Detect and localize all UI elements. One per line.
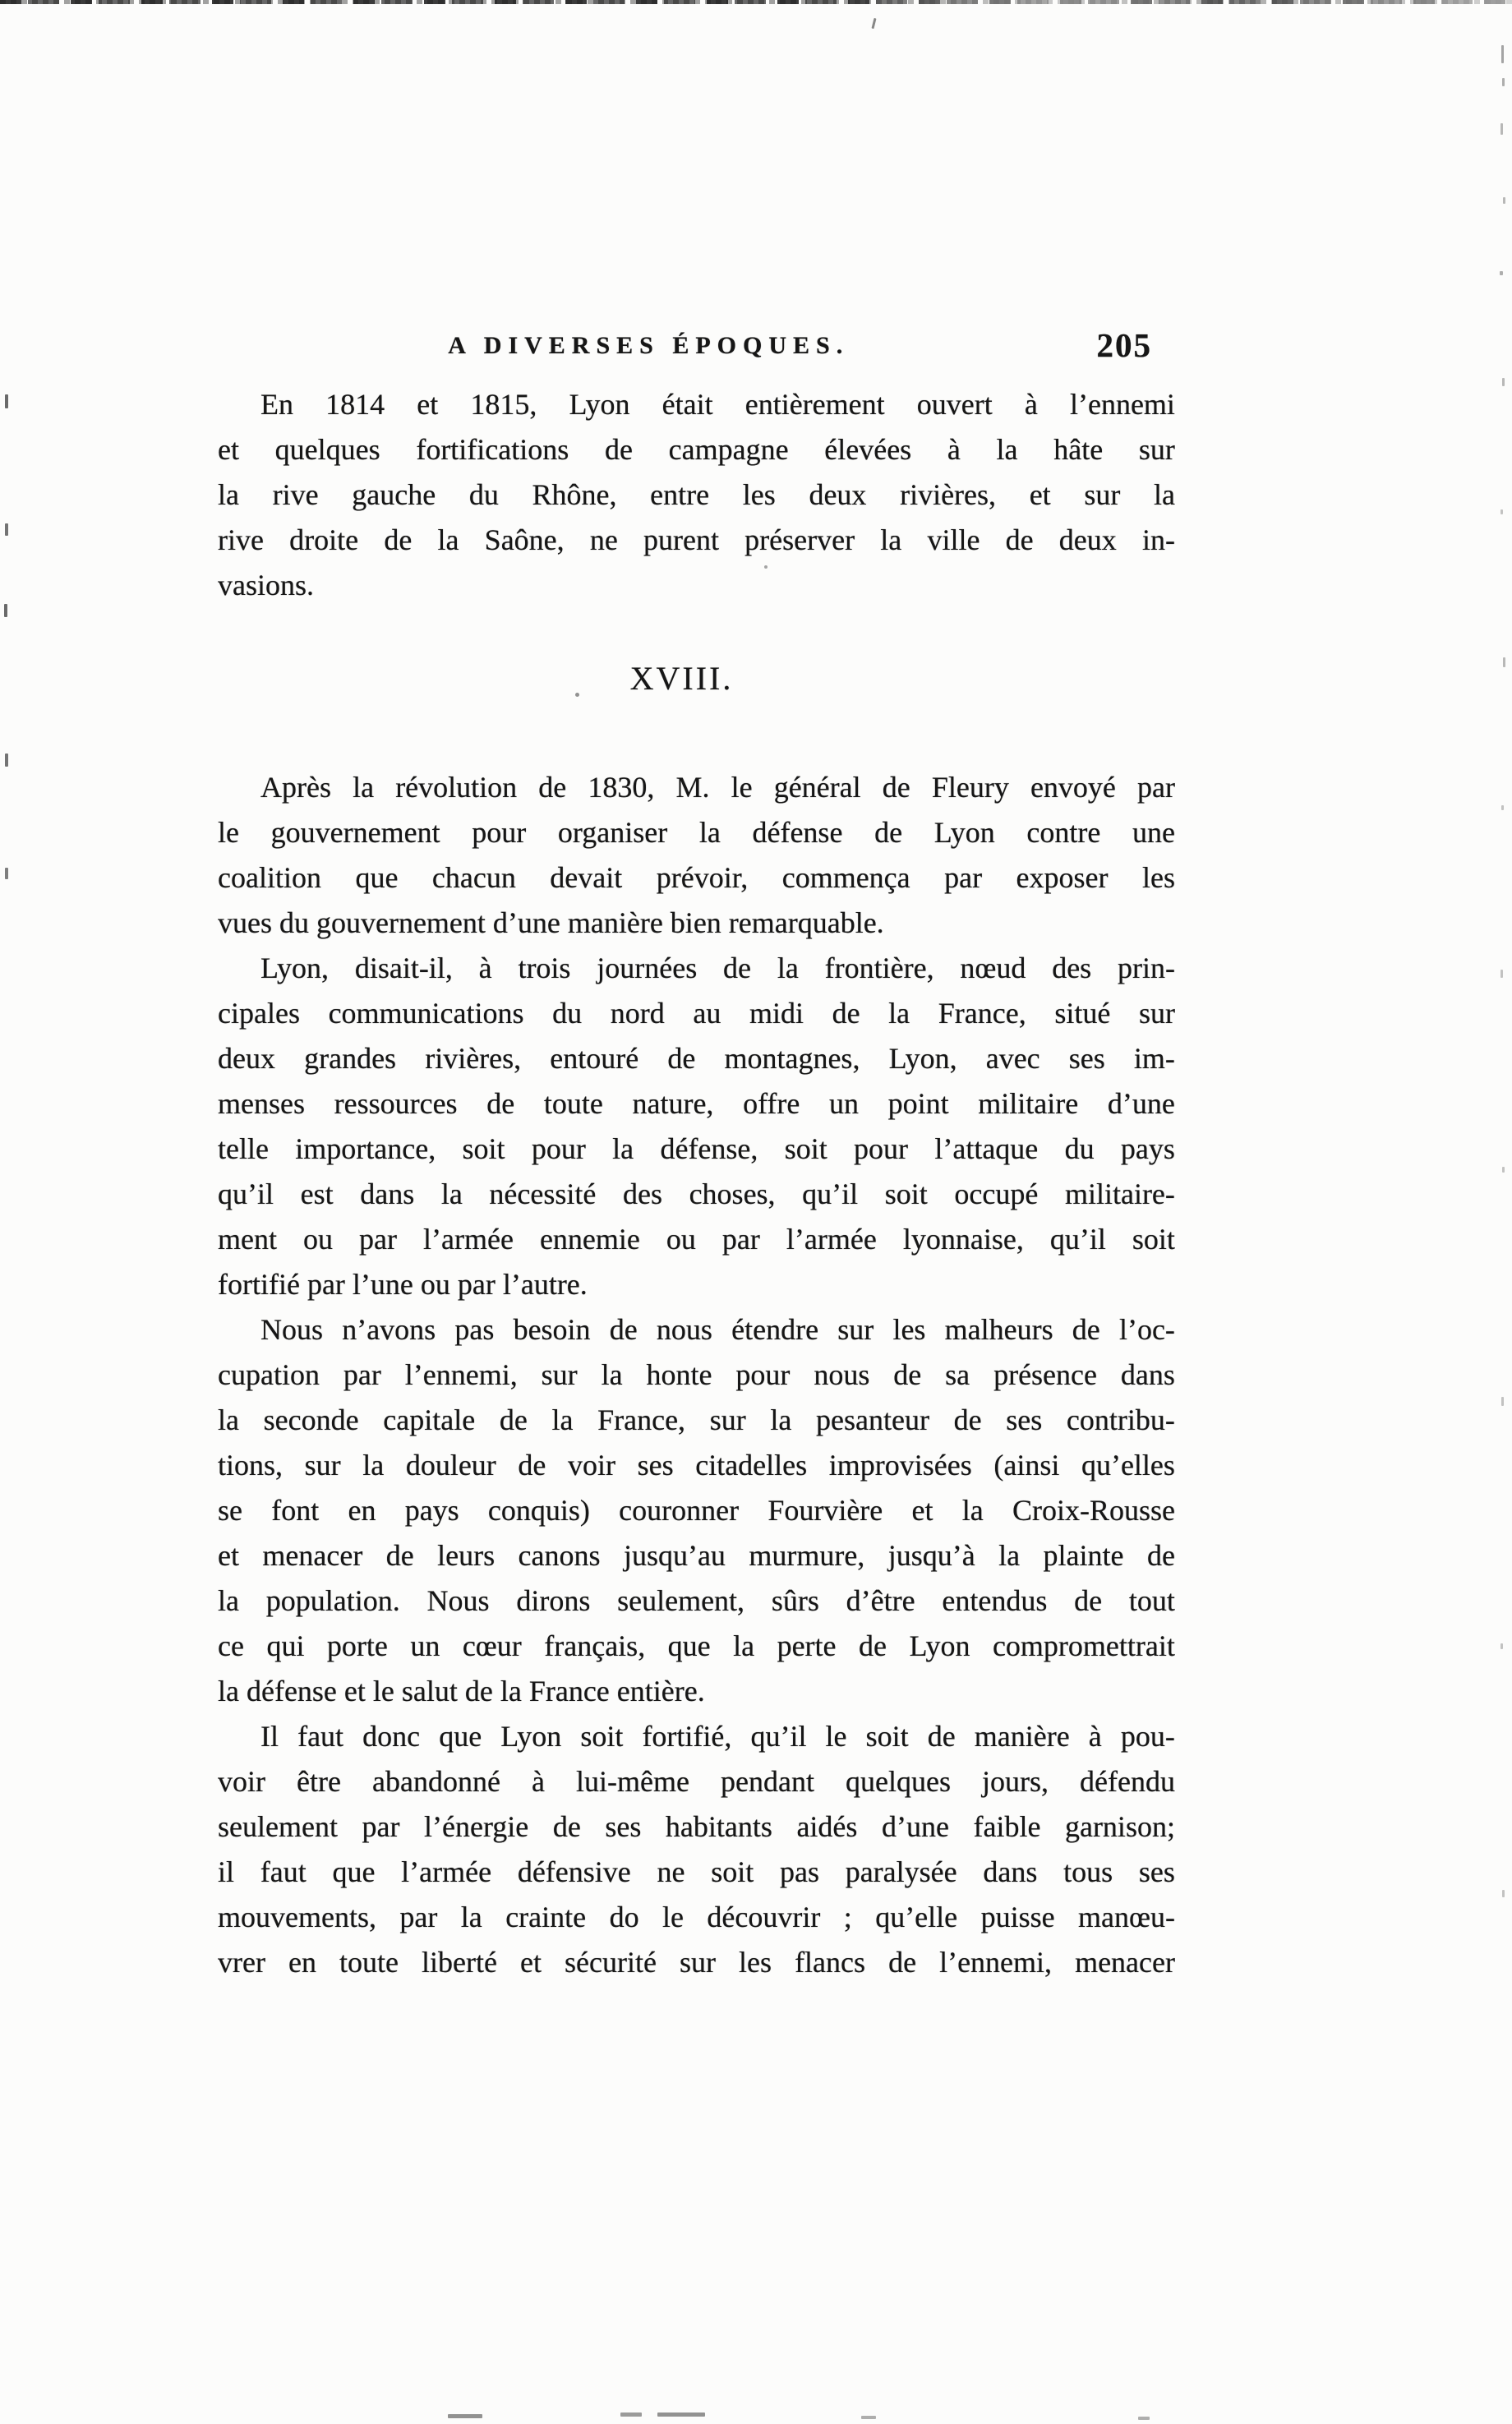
scan-artifact xyxy=(1500,123,1503,135)
scan-artifact xyxy=(1502,378,1505,386)
scan-artifact xyxy=(1502,1890,1505,1897)
page-header xyxy=(218,319,1175,362)
paragraph xyxy=(218,1714,1175,1985)
text-line: qu’il est dans la nécessité des choses, qu’il soit occupé militaire- xyxy=(218,1177,1175,1210)
text-line: telle importance, soit pour la défense, soit pour l’attaque du pays xyxy=(218,1132,1175,1165)
scan-artifact xyxy=(1500,271,1503,275)
scan-artifact xyxy=(1501,1397,1504,1406)
text-line: se font en pays conquis) couronner Fourvière et la Croix-Rousse xyxy=(218,1494,1175,1527)
scan-artifact xyxy=(5,753,8,767)
scan-artifact xyxy=(861,2416,876,2419)
scan-artifact xyxy=(1138,2417,1150,2420)
text-line: Lyon, disait-il, à trois journées de la frontière, nœud des prin- xyxy=(260,952,1175,984)
scan-artifact xyxy=(1501,45,1504,63)
text-line: ment ou par l’armée ennemie ou par l’armée lyonnaise, qu’il soit xyxy=(218,1223,1175,1256)
text-line: fortifié par l’une ou par l’autre. xyxy=(218,1268,588,1301)
text-line: vrer en toute liberté et sécurité sur les flancs de l’ennemi, menacer xyxy=(218,1946,1175,1979)
text-line: la seconde capitale de la France, sur la pesanteur de ses contribu- xyxy=(218,1403,1175,1436)
paragraph xyxy=(218,765,1175,946)
section-heading: XVIII. xyxy=(629,660,734,697)
text-line: voir être abandonné à lui-même pendant quelques jours, défendu xyxy=(218,1765,1175,1798)
text-line: En 1814 et 1815, Lyon était entièrement ouvert à l’ennemi xyxy=(260,388,1175,421)
text-line: il faut que l’armée défensive ne soit pas paralysée dans tous ses xyxy=(218,1855,1175,1888)
text-line: seulement par l’énergie de ses habitants aidés d’une faible garnison; xyxy=(218,1810,1175,1843)
text-line: Nous n’avons pas besoin de nous étendre sur les malheurs de l’oc- xyxy=(260,1313,1175,1346)
text-line: cupation par l’ennemi, sur la honte pour nous de sa présence dans xyxy=(218,1358,1175,1391)
scan-artifact-top-edge xyxy=(0,0,1512,4)
scan-artifact xyxy=(871,18,876,29)
text-line: ce qui porte un cœur français, que la perte de Lyon compromettrait xyxy=(218,1629,1175,1662)
text-line: coalition que chacun devait prévoir, commença par exposer les xyxy=(218,861,1175,894)
page-body xyxy=(218,382,1175,1985)
paragraph xyxy=(218,1307,1175,1714)
text-line: mouvements, par la crainte do le découvrir ; qu’elle puisse manœu- xyxy=(218,1901,1175,1933)
page-number: 205 xyxy=(1096,326,1152,364)
text-line: cipales communications du nord au midi de la France, situé sur xyxy=(218,997,1175,1030)
scan-artifact xyxy=(1503,657,1505,667)
scan-artifact xyxy=(1500,970,1503,978)
scan-artifact xyxy=(1500,1643,1503,1649)
scan-artifact xyxy=(4,604,7,617)
scan-artifact xyxy=(5,868,8,879)
text-line: vasions. xyxy=(218,569,314,601)
text-line: Après la révolution de 1830, M. le général de Fleury envoyé par xyxy=(260,771,1175,804)
text-line: le gouvernement pour organiser la défense de Lyon contre une xyxy=(218,816,1175,849)
scan-artifact xyxy=(1503,197,1505,204)
scan-artifact xyxy=(1500,509,1503,514)
scan-artifact xyxy=(5,394,8,408)
text-line: vues du gouvernement d’une manière bien remarquable. xyxy=(218,906,884,939)
text-line: rive droite de la Saône, ne purent préserver la ville de deux in- xyxy=(218,523,1175,556)
text-line: Il faut donc que Lyon soit fortifié, qu’il le soit de manière à pou- xyxy=(260,1720,1175,1753)
text-line: la rive gauche du Rhône, entre les deux rivières, et sur la xyxy=(218,478,1175,511)
text-line: et quelques fortifications de campagne élevées à la hâte sur xyxy=(218,433,1175,466)
text-line: la population. Nous dirons seulement, sûrs d’être entendus de tout xyxy=(218,1584,1175,1617)
scan-artifact xyxy=(657,2412,705,2417)
text-line: la défense et le salut de la France entière. xyxy=(218,1675,705,1707)
scan-artifact xyxy=(620,2412,642,2417)
scan-artifact xyxy=(1502,78,1505,86)
text-line: tions, sur la douleur de voir ses citadelles improvisées (ainsi qu’elles xyxy=(218,1449,1175,1482)
scan-artifact xyxy=(1501,805,1504,810)
text-line: deux grandes rivières, entouré de montagnes, Lyon, avec ses im- xyxy=(218,1042,1175,1075)
text-line: menses ressources de toute nature, offre un point militaire d’une xyxy=(218,1087,1175,1120)
running-title: A DIVERSES ÉPOQUES. xyxy=(448,332,850,359)
scan-artifact xyxy=(1502,1167,1505,1173)
paragraph xyxy=(218,382,1175,608)
scan-artifact xyxy=(5,523,8,536)
paragraph xyxy=(218,946,1175,1307)
scan-artifact xyxy=(448,2414,482,2418)
text-line: et menacer de leurs canons jusqu’au murmure, jusqu’à la plainte de xyxy=(218,1539,1175,1572)
